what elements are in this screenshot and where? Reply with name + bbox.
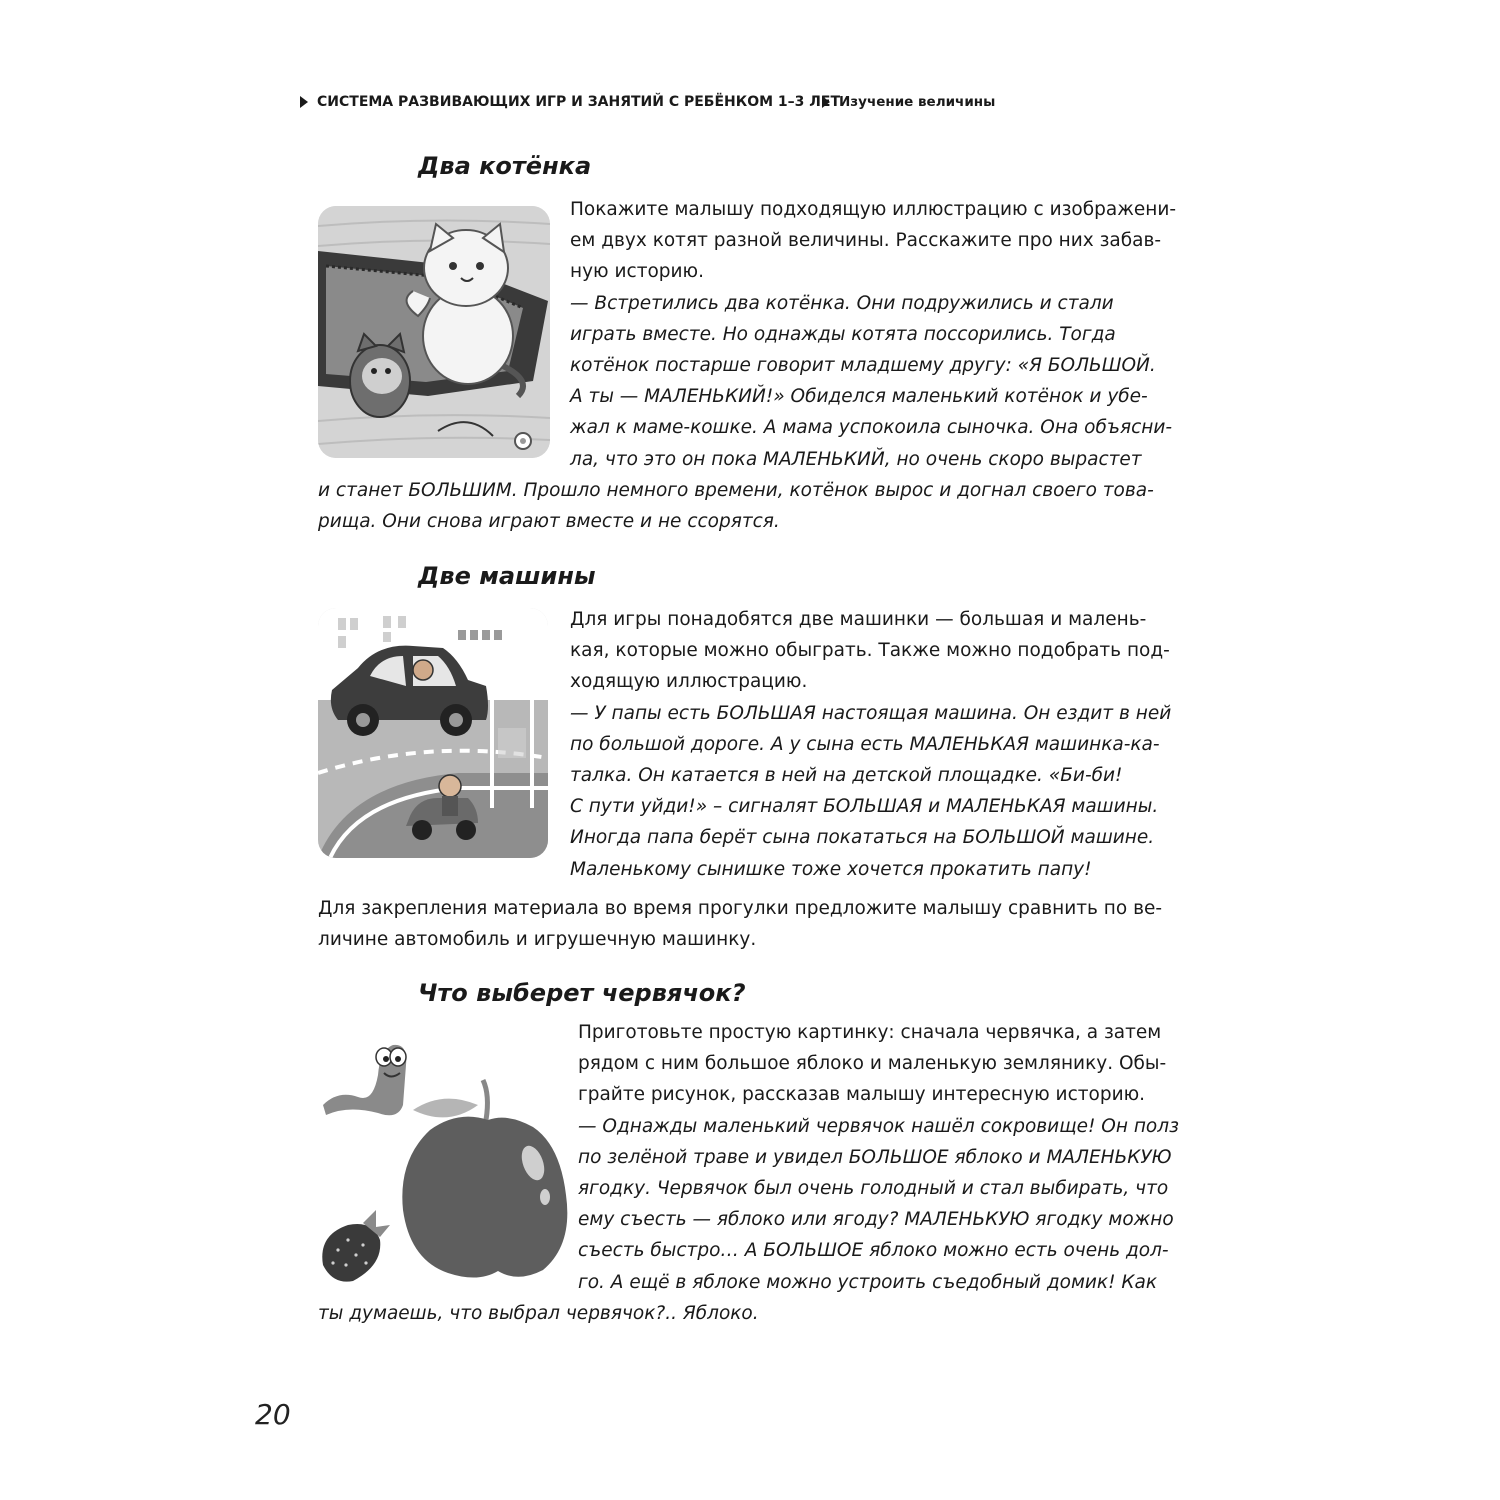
worm-apple-illustration [318,1035,568,1285]
story-paragraph: — Однажды маленький червячок нашёл сокровище! Он полз по зелёной траве и увидел БОЛЬШОЕ яблоко и МАЛЕНЬКУЮ ягодку. Червячок был очень голодный и стал выбирать, что ему съесть — яблоко или ягоду? МАЛЕНЬКУЮ ягодку можно съесть быстро… А БОЛЬШОЕ яблоко можно есть очень дол- го. А ещё в яблоке можно устроить съедобный домик! Как [578,1115,1179,1293]
book-title: СИСТЕМА РАЗВИВАЮЩИХ ИГР И ЗАНЯТИЙ С РЕБЁНКОМ 1–3 ЛЕТ [317,94,841,110]
story-paragraph: — У папы есть БОЛЬШАЯ настоящая машина. Он ездит в ней по большой дороге. А у сына есть МАЛЕНЬКАЯ машинка-ка- талка. Он катается в ней на детской площадке. «Би-би! С пути уйди!» – сигналят БОЛЬШАЯ и МАЛЕНЬКАЯ машины. Иногда папа берёт сына покататься на БОЛЬШОЙ машине. Маленькому сынишке тоже хочется прокатить папу! [570,702,1172,880]
intro-paragraph: Приготовьте простую картинку: сначала червячка, а затем рядом с ним большое яблоко и маленькую землянику. Обы- грайте рисунок, рассказав малышу интересную историю. [578,1022,1167,1106]
closing-paragraph: Для закрепления материала во время прогулки предложите малышу сравнить по ве- личине автомобиль и игрушечную машинку. [318,898,1163,951]
intro-paragraph: Покажите малышу подходящую иллюстрацию с изображени- ем двух котят разной величины. Расскажите про них забав- ную историю. [570,199,1177,283]
section-title: Две машины [418,562,596,590]
kittens-picture [318,206,550,458]
section-worm-choice [318,977,1208,1337]
worm-apple-picture [318,1035,568,1285]
running-header [300,94,1220,116]
story-continuation: и станет БОЛЬШИМ. Прошло немного времени, котёнок вырос и догнал своего това- рища. Они снова играют вместе и не ссорятся. [318,479,1154,532]
section-title: Что выберет червячок? [418,979,746,1007]
triangle-bullet-icon [822,96,830,108]
book-title-segment [300,94,840,110]
intro-paragraph: Для игры понадобятся две машинки — большая и малень- кая, которые можно обыграть. Также можно подобрать под- ходящую иллюстрацию. [570,609,1170,693]
kittens-illustration [318,206,550,458]
chapter-title-segment [822,94,995,110]
story-continuation: ты думаешь, что выбрал червячок?.. Яблоко. [318,1302,759,1324]
cars-illustration [318,608,548,858]
section-two-kittens [318,150,1208,550]
story-paragraph: — Встретились два котёнка. Они подружились и стали играть вместе. Но однажды котята поссорились. Тогда котёнок постарше говорит младшему другу: «Я БОЛЬШОЙ. А ты — МАЛЕНЬКИЙ!» Обиделся маленький котёнок и убе- жал к маме-кошке. А мама успокоила сыночка. Она объясни- ла, что это он пока МАЛЕНЬКИЙ, но очень скоро вырастет [570,292,1173,470]
section-two-cars [318,560,1208,960]
chapter-title: Изучение величины [839,94,996,110]
cars-picture [318,608,548,858]
page-number: 20 [255,1398,291,1431]
triangle-bullet-icon [300,96,308,108]
section-title: Два котёнка [418,152,592,180]
